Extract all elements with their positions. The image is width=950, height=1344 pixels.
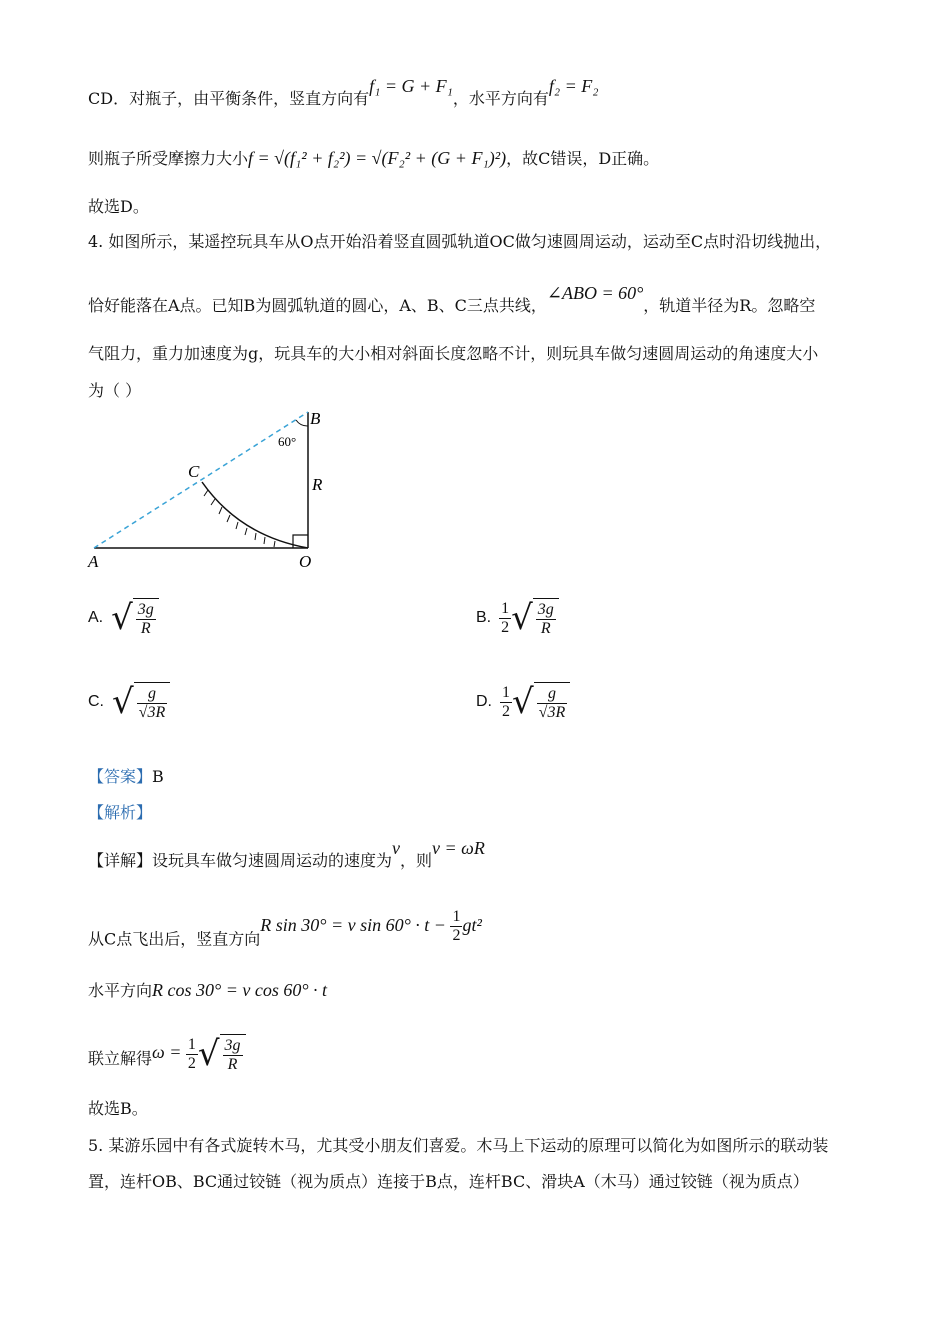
answer-line: [88, 767, 164, 787]
sqrt-d: √ $\frac{g}{√3R}$: [512, 682, 570, 722]
coef-b: $\frac{1}{2}$: [501, 599, 510, 636]
eq-v: v = ωR: [432, 838, 485, 858]
label-B: B: [310, 409, 321, 428]
option-b[interactable]: B. $\frac{1}{2}$ √ $\frac{3g}{R}$: [476, 598, 559, 638]
detail-tag: 【详解】: [88, 851, 153, 870]
label-A: A: [88, 552, 99, 571]
choose-d: 故选D。: [88, 197, 149, 216]
angle-arc: [296, 420, 308, 426]
vertical-line: 从C点飞出后，竖直方向R sin 30° = v sin 60° · t − $\frac{1}{2}$ gt²: [88, 908, 482, 949]
solve-line: 联立解得ω = $\frac{1}{2}$ √ $\frac{3g}{R}$: [88, 1040, 246, 1080]
eq-horizontal: R cos 30° = v cos 60° · t: [152, 980, 328, 1000]
option-d[interactable]: D. $\frac{1}{2}$ √ $\frac{g}{√3R}$: [476, 682, 570, 722]
label-angle: 60°: [278, 434, 297, 449]
coef-d: $\frac{1}{2}$: [502, 683, 510, 720]
eq-angle: ∠ABO = 60°: [546, 283, 644, 303]
friction-line: 则瓶子所受摩擦力大小f = √(f₁² + f₂²) = √(F₂² + (G + F₁)²)，故C错误，D正确。: [88, 148, 660, 168]
sqrt-b: √ $\frac{3g}{R}$: [511, 598, 559, 638]
option-c[interactable]: C. √ $\frac{g}{√3R}$: [88, 682, 170, 722]
dashed-line-AB: [94, 412, 308, 548]
label-C: C: [188, 462, 200, 481]
eq-friction: f = √(f₁² + f₂²) = √(F₂² + (G + F₁)²): [248, 148, 507, 168]
label-O: O: [299, 552, 312, 571]
sqrt-a: √ $\frac{3g}{R}$: [111, 598, 159, 638]
physics-diagram: [80, 404, 340, 574]
q5-line2: 置，连杆OB、BC通过铰链（视为质点）连接于B点，连杆BC、滑块A（木马）通过铰链（视为质点）: [88, 1172, 809, 1191]
option-a[interactable]: A. √ $\frac{3g}{R}$: [88, 598, 159, 638]
answer-tag: 【答案】: [88, 767, 153, 786]
q4-line4: 为（ ）: [88, 381, 142, 400]
q4-line2: 恰好能落在A点。已知B为圆弧轨道的圆心，A、B、C三点共线，∠ABO = 60°，轨道半径为R。忽略空: [88, 283, 816, 315]
q5-line1: 5. 某游乐园中有各式旋转木马，尤其受小朋友们喜爱。木马上下运动的原理可以简化为如图所示的联动装: [88, 1136, 829, 1155]
choose-b: 故选B。: [88, 1099, 148, 1118]
horizontal-line: 水平方向R cos 30° = v cos 60° · t: [88, 980, 328, 1000]
detail-line: 【详解】设玩具车做匀速圆周运动的速度为v，则v = ωR: [88, 838, 485, 870]
answer-value: B: [152, 767, 164, 786]
eq-f2: f₂ = F₂: [548, 76, 599, 96]
sqrt-c: √ $\frac{g}{√3R}$: [112, 682, 170, 722]
q4-line1: 4. 如图所示，某遥控玩具车从O点开始沿着竖直圆弧轨道OC做匀速圆周运动，运动至C点时沿切线抛出，: [88, 232, 832, 251]
analysis-tag: 【解析】: [88, 803, 153, 822]
cd-line: CD．对瓶子，由平衡条件，竖直方向有f₁ = G + F₁，水平方向有f₂ = F₂: [88, 76, 599, 108]
eq-omega: ω = $\frac{1}{2}$ √ $\frac{3g}{R}$: [152, 1042, 246, 1062]
eq-f1: f₁ = G + F₁: [369, 76, 453, 96]
label-R: R: [312, 475, 323, 494]
eq-vertical: R sin 30° = v sin 60° · t − $\frac{1}{2}$ gt²: [260, 908, 482, 944]
q4-line3: 气阻力，重力加速度为g，玩具车的大小相对斜面长度忽略不计，则玩具车做匀速圆周运动的角速度大小: [88, 344, 819, 363]
